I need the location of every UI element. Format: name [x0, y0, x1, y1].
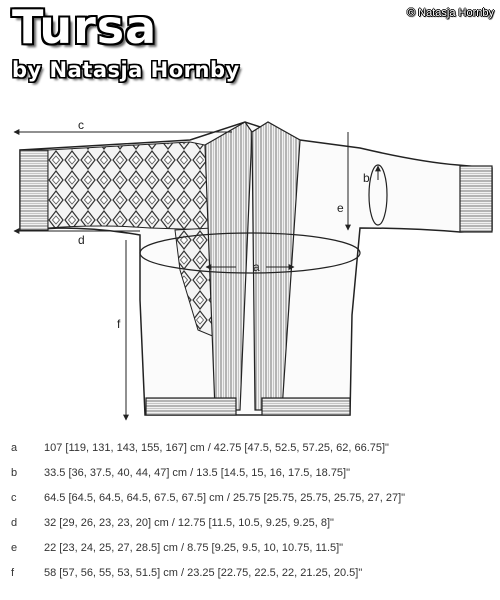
- measurement-key: b: [11, 467, 18, 479]
- measurement-key: c: [11, 492, 17, 504]
- measurement-row: [0, 567, 500, 587]
- label-b: b: [363, 171, 370, 185]
- pattern-title: Tursa: [12, 0, 158, 54]
- measurement-value: 107 [119, 131, 143, 155, 167] cm / 42.75 [47.5, 52.5, 57.25, 62, 66.75]": [44, 442, 389, 454]
- measurement-row: [0, 542, 500, 562]
- label-a: a: [253, 260, 260, 274]
- measurement-key: d: [11, 517, 18, 529]
- measurement-value: 64.5 [64.5, 64.5, 64.5, 67.5, 67.5] cm / 25.75 [25.75, 25.75, 25.75, 27, 27]": [44, 492, 406, 504]
- right-cuff-ribbing: [460, 166, 492, 232]
- left-hem-ribbing: [146, 398, 236, 415]
- cardigan-schematic: [0, 110, 500, 430]
- measurement-value: 32 [29, 26, 23, 23, 20] cm / 12.75 [11.5, 10.5, 9.25, 9.25, 8]": [44, 517, 334, 529]
- label-c: c: [78, 118, 84, 132]
- measurement-value: 58 [57, 56, 55, 53, 51.5] cm / 23.25 [22.75, 22.5, 22, 21.25, 20.5]": [44, 567, 363, 579]
- measurement-value: 33.5 [36, 37.5, 40, 44, 47] cm / 13.5 [14.5, 15, 16, 17.5, 18.75]": [44, 467, 351, 479]
- copyright-notice: © Natasja Hornby: [407, 7, 494, 19]
- left-cuff-ribbing: [20, 150, 48, 230]
- measurement-row: [0, 442, 500, 462]
- measurement-row: [0, 467, 500, 487]
- label-d: d: [78, 233, 85, 247]
- designer-byline: by Natasja Hornby: [12, 58, 240, 82]
- colorwork-sleeve-panel: [48, 142, 212, 230]
- measurement-key: f: [11, 567, 15, 579]
- right-hem-ribbing: [262, 398, 350, 415]
- measurement-row: [0, 517, 500, 537]
- measurement-key: a: [11, 442, 18, 454]
- measurement-row: [0, 492, 500, 512]
- label-e: e: [337, 201, 344, 215]
- measurement-key: e: [11, 542, 18, 554]
- label-f: f: [117, 317, 121, 331]
- measurement-value: 22 [23, 24, 25, 27, 28.5] cm / 8.75 [9.25, 9.5, 10, 10.75, 11.5]": [44, 542, 344, 554]
